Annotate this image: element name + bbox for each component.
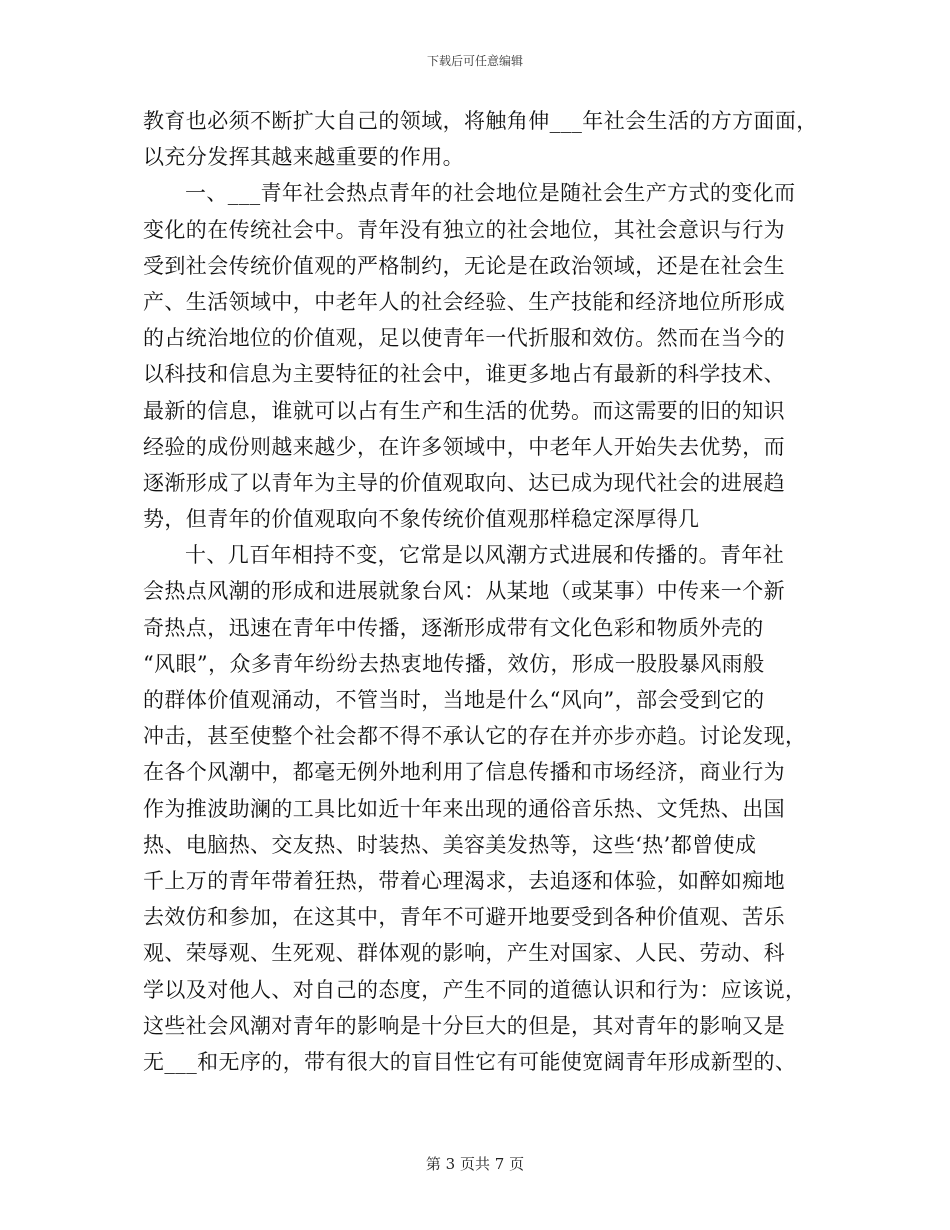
text-line: 这些社会风潮对青年的影响是十分巨大的但是，其对青年的影响又是 — [143, 1013, 785, 1038]
text-line: 受到社会传统价值观的严格制约，无论是在政治领域，还是在社会生 — [143, 253, 785, 278]
text-line: 奇热点，迅速在青年中传播，逐渐形成带有文化色彩和物质外壳的 — [143, 615, 764, 640]
text-line: 经验的成份则越来越少，在许多领域中，中老年人开始失去优势，而 — [143, 434, 785, 459]
text-line: 以科技和信息为主要特征的社会中，谁更多地占有最新的科学技术、 — [143, 362, 785, 387]
text-line: 的群体价值观涌动，不管当时，当地是什么“风向”，部会受到它的 — [143, 688, 765, 712]
page-footer-number: 第 3 页共 7 页 — [425, 1155, 525, 1173]
text-line: 一、___青年社会热点青年的社会地位是随社会生产方式的变化而 — [185, 181, 796, 206]
text-line: 最新的信息，谁就可以占有生产和生活的优势。而这需要的旧的知识 — [143, 398, 785, 423]
text-line: 教育也必须不断扩大自己的领域，将触角伸___年社会生活的方方面面， — [143, 109, 818, 133]
text-line: 千上万的青年带着狂热，带着心理渴求，去追逐和体验，如醉如痴地 — [143, 868, 785, 893]
text-line: 逐渐形成了以青年为主导的价值观取向、达已成为现代社会的进展趋 — [143, 470, 785, 495]
text-line: 的占统治地位的价值观，足以使青年一代折服和效仿。然而在当今的 — [143, 326, 785, 351]
text-line: 热、电脑热、交友热、时装热、美容美发热等，这些‘热’都曾使成 — [143, 832, 757, 857]
text-line: 观、荣辱观、生死观、群体观的影响，产生对国家、人民、劳动、科 — [143, 941, 785, 966]
text-line: 作为推波助澜的工具比如近十年来出现的通俗音乐热、文凭热、出国 — [143, 796, 785, 821]
document-body — [143, 103, 818, 1080]
text-line: 在各个风潮中，都毫无例外地利用了信息传播和市场经济，商业行为 — [143, 760, 785, 785]
text-line: 去效仿和参加，在这其中，青年不可避开地要受到各种价值观、苦乐 — [143, 905, 785, 930]
text-line: 以充分发挥其越来越重要的作用。 — [143, 145, 464, 170]
text-line: 会热点风潮的形成和进展就象台风：从某地（或某事）中传来一个新 — [143, 579, 785, 604]
text-line: 十、几百年相持不变，它常是以风潮方式进展和传播的。青年社 — [185, 543, 785, 568]
page-header-note: 下载后可任意编辑 — [426, 54, 523, 68]
text-line: “风眼”，众多青年纷纷去热衷地传播，效仿，形成一股股暴风雨般 — [143, 651, 765, 676]
text-line: 变化的在传统社会中。青年没有独立的社会地位，其社会意识与行为 — [143, 217, 785, 242]
text-line: 无___和无序的，带有很大的盲目性它有可能使宽阔青年形成新型的、 — [143, 1049, 797, 1074]
text-line: 冲击，甚至使整个社会都不得不承认它的存在并亦步亦趋。讨论发现， — [143, 724, 807, 749]
text-line: 学以及对他人、对自己的态度，产生不同的道德认识和行为：应该说， — [143, 977, 807, 1002]
text-line: 势，但青年的价值观取向不象传统价值观那样稳定深厚得几 — [143, 507, 700, 532]
text-line: 产、生活领域中，中老年人的社会经验、生产技能和经济地位所形成 — [143, 289, 785, 314]
